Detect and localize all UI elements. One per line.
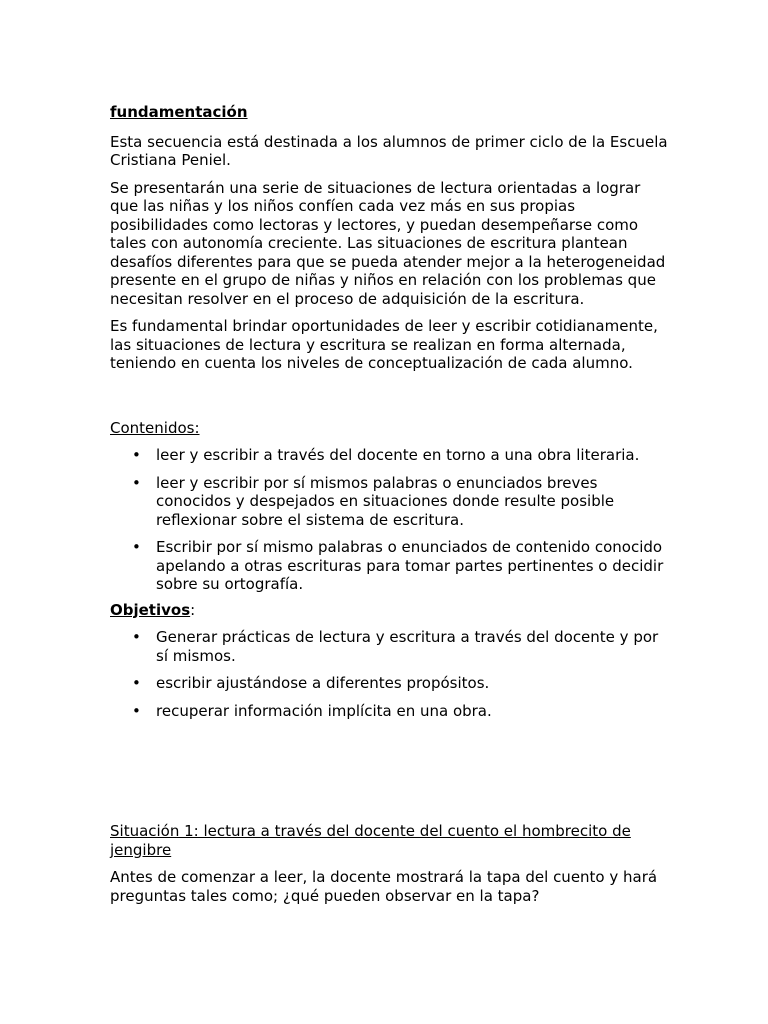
fundamentacion-paragraph-2: Se presentarán una serie de situaciones de lectura orientadas a lograr que las niñas y los niños confíen cada vez más en sus propias posibilidades como lectoras y lectores, y puedan desempeñarse como tales con autonomía creciente. Las situaciones de escritura plantean desafíos diferentes para que se pueda atender mejor a la heterogeneidad presente en el grupo de niñas y niños en relación con los problemas que necesitan resolver en el proceso de adquisición de la escritura. [110, 178, 666, 308]
situacion1-paragraph: Antes de comenzar a leer, la docente mostrará la tapa del cuento y hará preguntas tales como; ¿qué pueden observar en la tapa? [110, 868, 658, 905]
spacer [110, 729, 670, 822]
list-item [110, 446, 670, 465]
spacer [110, 382, 670, 419]
contenidos-list [110, 446, 670, 594]
bullet-icon: • [132, 674, 141, 692]
list-item-text: escribir ajustándose a diferentes propósitos. [156, 674, 490, 692]
situacion1-heading: Situación 1: lectura a través del docente del cuento el hombrecito de jengibre [110, 822, 631, 859]
bullet-icon: • [132, 538, 141, 556]
bullet-icon: • [132, 701, 141, 720]
objetivos-colon: : [190, 600, 196, 619]
list-item-text: recuperar información implícita en una obra. [156, 701, 492, 720]
list-item [110, 702, 670, 721]
objetivos-heading: Objetivos [110, 600, 191, 619]
objetivos-list [110, 628, 670, 720]
list-item [110, 674, 670, 693]
fundamentacion-paragraph-1: Esta secuencia está destinada a los alumnos de primer ciclo de la Escuela Cristiana Peniel. [110, 132, 668, 169]
list-item-text: Escribir por sí mismo palabras o enunciados de contenido conocido apelando a otras escrituras para tomar partes pertinentes o decidir sobre su ortografía. [156, 538, 664, 593]
objetivos-heading-line [110, 601, 670, 620]
fundamentacion-paragraph-3: Es fundamental brindar oportunidades de leer y escribir cotidianamente, las situaciones de lectura y escritura se realizan en forma alternada, teniendo en cuenta los niveles de conceptualización de cada alumno. [110, 317, 658, 372]
bullet-icon: • [132, 473, 141, 492]
list-item-text: leer y escribir por sí mismos palabras o enunciados breves conocidos y despejados en situaciones donde resulte posible reflexionar sobre el sistema de escritura. [156, 473, 615, 529]
list-item [110, 628, 670, 665]
bullet-icon: • [132, 628, 141, 646]
bullet-icon: • [132, 446, 141, 464]
list-item [110, 474, 670, 530]
list-item [110, 538, 670, 594]
list-item-text: leer y escribir a través del docente en torno a una obra literaria. [156, 446, 640, 464]
document-page [110, 103, 670, 914]
contenidos-heading: Contenidos: [110, 418, 200, 437]
fundamentacion-heading: fundamentación [110, 103, 248, 121]
list-item-text: Generar prácticas de lectura y escritura a través del docente y por sí mismos. [156, 628, 659, 665]
